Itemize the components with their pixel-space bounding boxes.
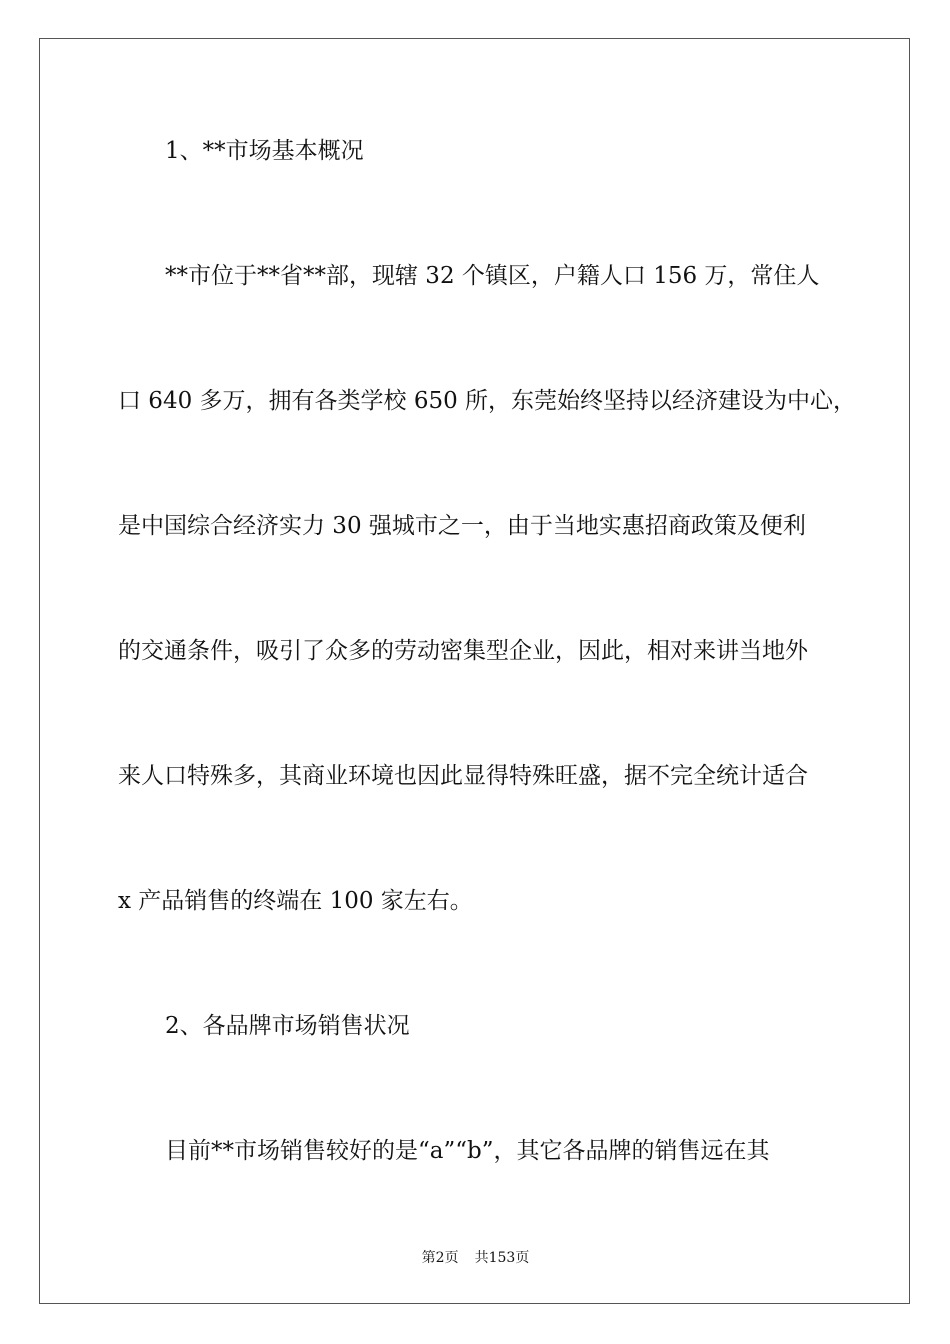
- paragraph-line: 目前**市场销售较好的是“a”“b”，其它各品牌的销售远在其: [165, 1138, 770, 1164]
- paragraph-line: x 产品销售的终端在 100 家左右。: [118, 888, 473, 914]
- page-total: 共153页: [474, 1250, 530, 1266]
- page-number: 第2页: [421, 1250, 459, 1266]
- paragraph-line: 来人口特殊多，其商业环境也因此显得特殊旺盛，据不完全统计适合: [118, 763, 808, 789]
- section-heading-1: 1、**市场基本概况: [165, 138, 364, 164]
- paragraph-line: **市位于**省**部，现辖 32 个镇区，户籍人口 156 万，常住人: [165, 263, 820, 289]
- page-frame: [39, 38, 910, 1304]
- paragraph-line: 是中国综合经济实力 30 强城市之一，由于当地实惠招商政策及便利: [118, 513, 806, 539]
- page-footer: [40, 1247, 911, 1267]
- paragraph-line: 的交通条件，吸引了众多的劳动密集型企业，因此，相对来讲当地外: [118, 638, 808, 664]
- paragraph-line: 口 640 多万，拥有各类学校 650 所，东莞始终坚持以经济建设为中心，: [118, 388, 857, 414]
- section-heading-2: 2、各品牌市场销售状况: [165, 1013, 410, 1039]
